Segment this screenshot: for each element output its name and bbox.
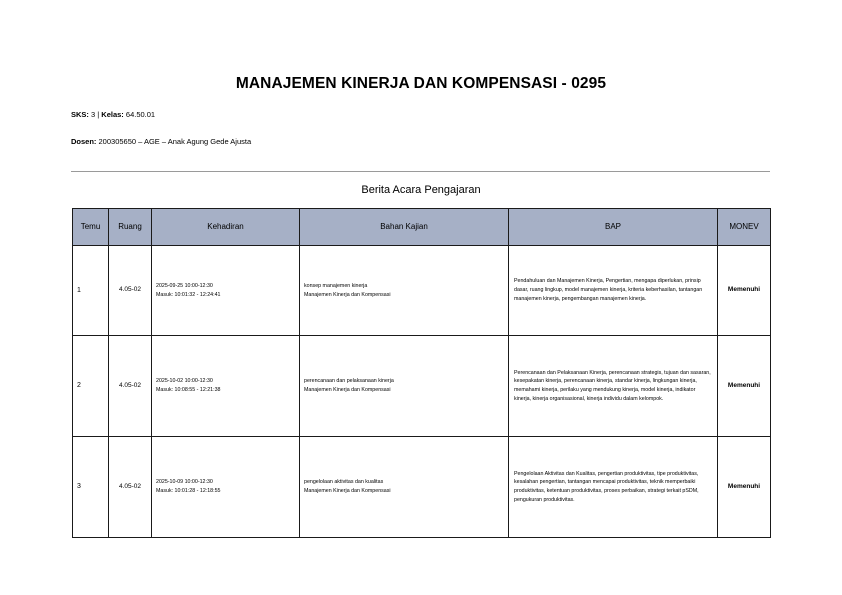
cell-kehadiran xyxy=(152,336,300,437)
bahan-kajian-topik: pengelolaan aktivitas dan kualitas xyxy=(304,479,384,486)
cell-ruang: 4.05-02 xyxy=(109,246,152,336)
sks-label: SKS: xyxy=(71,110,89,119)
bap-table xyxy=(72,208,771,538)
header-temu: Temu xyxy=(73,209,109,246)
sks-kelas-line xyxy=(71,110,155,119)
bahan-kajian-topik: perencanaan dan pelaksanaan kinerja xyxy=(304,378,394,385)
sks-value: 3 | xyxy=(88,110,102,119)
kehadiran-masuk: Masuk: 10:01:28 - 12:18:55 xyxy=(156,488,221,494)
cell-temu: 3 xyxy=(73,437,109,538)
cell-bap: Pendahuluan dan Manajemen Kinerja, Pengertian, mengapa diperlukan, prinsip dasar, ruang lingkup, model manajemen kinerja, kriteria keberhasilan, tantangan manajemen kinerja, pengembangan manajemen kinerja. xyxy=(509,246,718,336)
table-row xyxy=(73,246,771,336)
cell-monev: Memenuhi xyxy=(718,437,771,538)
kehadiran-jadwal: 2025-10-09 10:00-12:30 xyxy=(156,479,213,486)
section-title: Berita Acara Pengajaran xyxy=(361,184,481,196)
header-bap: BAP xyxy=(509,209,718,246)
dosen-value: 200305650 – AGE – Anak Agung Gede Ajusta xyxy=(96,137,252,146)
cell-monev: Memenuhi xyxy=(718,336,771,437)
dosen-line xyxy=(71,137,251,146)
cell-bahan-kajian xyxy=(300,437,509,538)
cell-temu: 1 xyxy=(73,246,109,336)
header-ruang: Ruang xyxy=(109,209,152,246)
cell-kehadiran xyxy=(152,246,300,336)
cell-bahan-kajian xyxy=(300,246,509,336)
header-monev: MONEV xyxy=(718,209,771,246)
cell-bap: Perencanaan dan Pelaksanaan Kinerja, perencanaan strategis, tujuan dan sasaran, kesepakatan kinerja, perencanaan kinerja, standar kinerja, lingkungan kinerja, memahami kinerja, perilaku yang mendukung kinerja, model kinerja, indikator kinerja, kinerja organisasional, kinerja individu dalam kelompok. xyxy=(509,336,718,437)
bahan-kajian-matakuliah: Manajemen Kinerja dan Kompensasi xyxy=(304,387,391,393)
table-header-row xyxy=(73,209,771,246)
header-kehadiran: Kehadiran xyxy=(152,209,300,246)
table-row xyxy=(73,336,771,437)
dosen-label: Dosen: xyxy=(71,137,97,146)
cell-temu: 2 xyxy=(73,336,109,437)
kehadiran-masuk: Masuk: 10:08:55 - 12:21:38 xyxy=(156,387,221,393)
kelas-label: Kelas: xyxy=(101,110,124,119)
cell-kehadiran xyxy=(152,437,300,538)
bahan-kajian-matakuliah: Manajemen Kinerja dan Kompensasi xyxy=(304,488,391,494)
kehadiran-jadwal: 2025-10-02 10:00-12:30 xyxy=(156,378,213,385)
bahan-kajian-topik: konsep manajemen kinerja xyxy=(304,282,368,289)
cell-bap: Pengelolaan Aktivitas dan Kualitas, pengertian produktivitas, tipe produktivitas, kesalahan pengertian, tantangan mencapai produktivitas, teknik memperbaiki produktivitas, ketentuan produktivitas, proses perbaikan, strategi terkait pSDM, pengukuran produktivitas. xyxy=(509,437,718,538)
table-row xyxy=(73,437,771,538)
bahan-kajian-matakuliah: Manajemen Kinerja dan Kompensasi xyxy=(304,291,391,298)
header-bahan-kajian: Bahan Kajian xyxy=(300,209,509,246)
kehadiran-masuk: Masuk: 10:01:32 - 12:24:41 xyxy=(156,291,221,298)
cell-bahan-kajian xyxy=(300,336,509,437)
page-title: MANAJEMEN KINERJA DAN KOMPENSASI - 0295 xyxy=(235,75,607,92)
section-divider xyxy=(71,171,770,172)
kelas-value: 64.50.01 xyxy=(123,110,156,119)
cell-ruang: 4.05-02 xyxy=(109,437,152,538)
cell-monev: Memenuhi xyxy=(718,246,771,336)
cell-ruang: 4.05-02 xyxy=(109,336,152,437)
kehadiran-jadwal: 2025-09-25 10:00-12:30 xyxy=(156,282,213,289)
